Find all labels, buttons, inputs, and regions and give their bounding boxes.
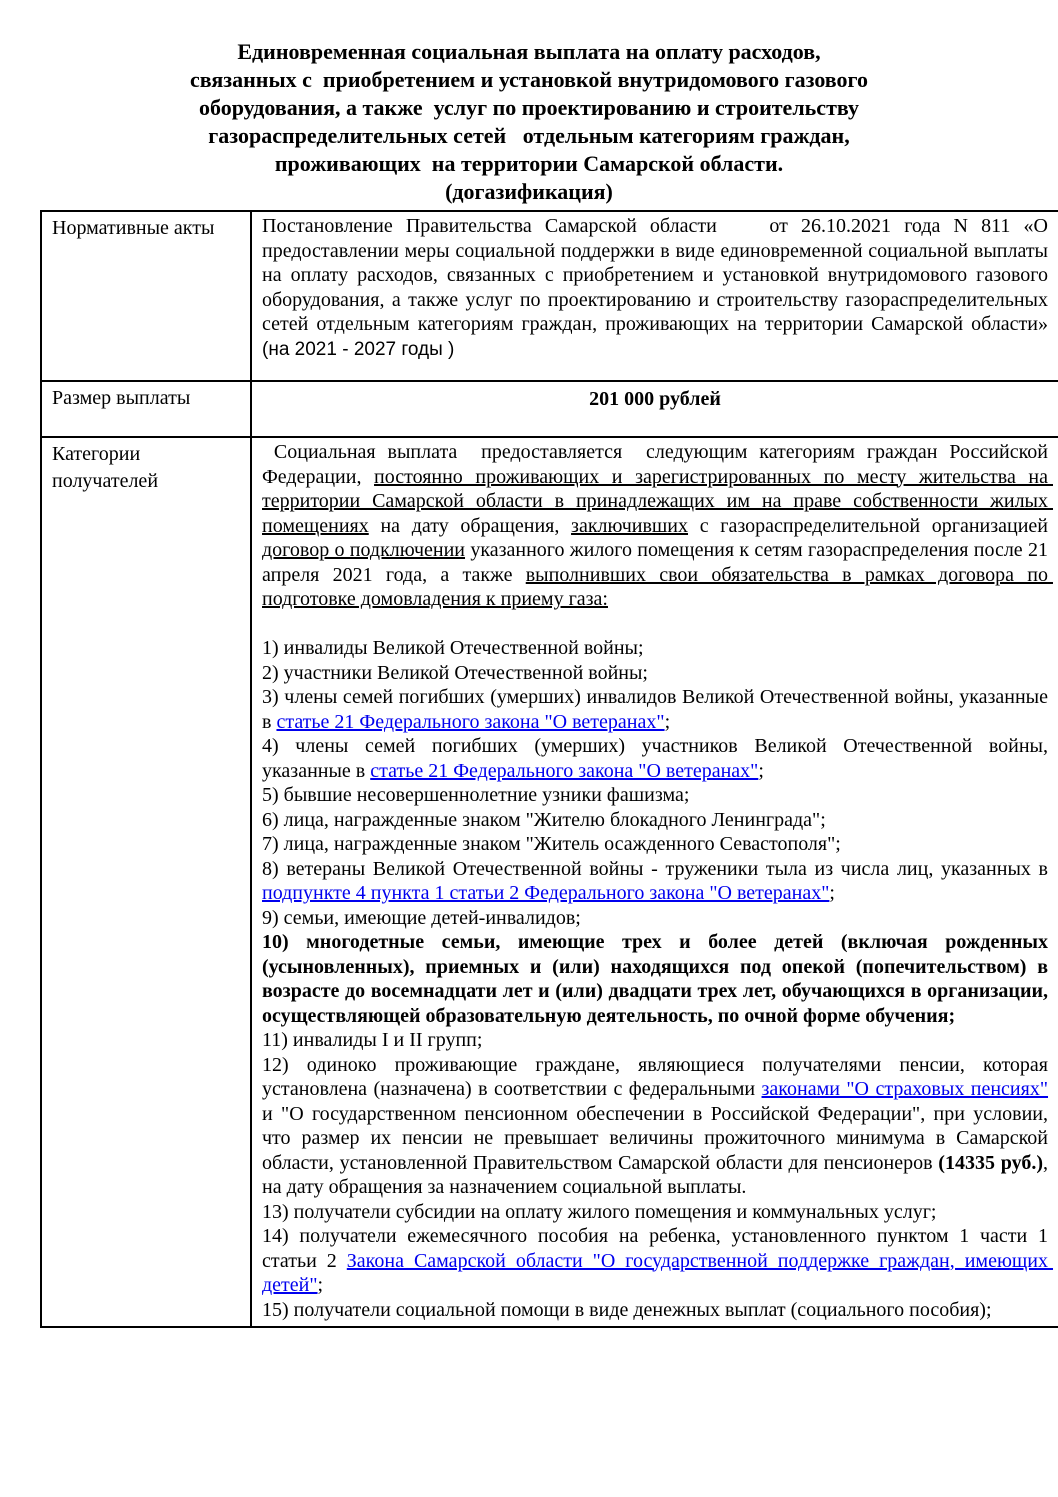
- row-label-payment-size: Размер выплаты: [41, 381, 251, 437]
- text-run: и "О государственном пенсионном обеспечении в Российской Федерации", при условии, что размер их пенсии не превышает величины прожиточного минимума в Самарской области, установленной Правительством Самарской области для пенсионеров: [262, 1078, 1054, 1174]
- text-run: договор о подключении: [262, 539, 466, 561]
- title-line: оборудования, а также услуг по проектированию и строительству: [199, 95, 859, 120]
- text-run: 1) инвалиды Великой Отечественной войны;: [262, 637, 644, 659]
- text-run: (на 2021 - 2027 годы ): [262, 338, 455, 360]
- text-run: 6) лица, награжденные знаком "Жителю блокадного Ленинграда";: [262, 808, 826, 831]
- table-row-normative-acts: [41, 211, 1058, 381]
- text-run: выполнивших свои обязательства в рамках договора по подготовке домовладения к приему газа:: [262, 563, 1053, 610]
- text-run: 9) семьи, имеющие детей-инвалидов;: [262, 906, 581, 929]
- title-line: Единовременная социальная выплата на оплату расходов,: [237, 39, 821, 64]
- paragraph: [262, 214, 1053, 362]
- benefit-info-table: [40, 210, 1058, 1328]
- text-run: 13) получатели субсидии на оплату жилого помещения и коммунальных услуг;: [262, 1200, 937, 1223]
- text-run: 10) многодетные семьи, имеющие трех и более детей (включая рожденных (усыновленных), приемных и (или) находящихся под опекой (попечительством) в возрасте до восемнадцати лет и (или) двадцати трех лет, обучающихся в организации, осуществляющей образовательную деятельность, по очной форме обучения;: [262, 931, 1053, 1027]
- text-run: ;: [317, 1274, 324, 1296]
- paragraph: [262, 661, 1048, 686]
- text-run: ;: [758, 759, 764, 782]
- paragraph: [262, 1224, 1053, 1298]
- paragraph: [262, 808, 1048, 833]
- paragraph: [262, 612, 1048, 637]
- paragraph: [262, 832, 1048, 857]
- row-label-normative-acts: Нормативные акты: [41, 211, 251, 381]
- legal-reference-link[interactable]: статье 21 Федерального закона "О ветеранах": [276, 710, 665, 733]
- text-run: Социальная выплата предоставляется следующим категориям граждан Российской Федерации,: [262, 441, 1053, 488]
- text-run: [262, 613, 267, 635]
- text-run: 11) инвалиды I и II групп;: [262, 1029, 483, 1051]
- paragraph: [262, 685, 1053, 734]
- legal-reference-link[interactable]: законами "О страховых пенсиях": [761, 1078, 1049, 1100]
- paragraph: [262, 636, 1048, 661]
- paragraph: [262, 1200, 1048, 1225]
- table-row-recipient-categories: [41, 437, 1058, 1327]
- title-subtitle: (догазификация): [445, 179, 613, 204]
- text-run: с газораспределительной организацией: [688, 514, 1054, 537]
- text-run: 8) ветераны Великой Отечественной войны - труженики тыла из числа лиц, указанных в: [262, 857, 1053, 880]
- title-line: газораспределительных сетей отдельным категориям граждан,: [208, 123, 850, 148]
- recipient-categories-text: [251, 437, 1058, 1327]
- paragraph: [262, 1053, 1054, 1200]
- text-run: , на дату обращения за назначением социальной выплаты.: [262, 1151, 1053, 1198]
- text-run: 5) бывшие несовершеннолетние узники фашизма;: [262, 784, 690, 806]
- text-run: на дату обращения,: [368, 514, 572, 537]
- document-title: [0, 0, 1058, 206]
- text-run: заключивших: [571, 514, 689, 537]
- text-run: 12) одиноко проживающие граждане, являющиеся получателями пенсии, которая установлена (назначена) в соответствии с федеральными: [262, 1053, 1053, 1100]
- text-run: 4) члены семей погибших (умерших) участников Великой Отечественной войны, указанные в: [262, 735, 1053, 782]
- text-run: постоянно проживающих и зарегистрированных по месту жительства на территории Самарской области в принадлежащих им на праве собственности жилых помещениях: [262, 465, 1053, 537]
- text-run: 14) получатели ежемесячного пособия на ребенка, установленного пунктом 1 части 1 статьи 2: [262, 1225, 1053, 1272]
- text-run: ;: [829, 882, 835, 904]
- paragraph: [262, 734, 1053, 783]
- title-line: проживающих на территории Самарской области.: [274, 151, 784, 176]
- legal-reference-link[interactable]: Закона Самарской области "О государственной поддержке граждан, имеющих детей": [262, 1249, 1053, 1296]
- legal-reference-link[interactable]: подпункте 4 пункта 1 статьи 2 Федерального закона "О ветеранах": [262, 882, 830, 904]
- text-run: 2) участники Великой Отечественной войны;: [262, 661, 648, 684]
- paragraph: [262, 857, 1053, 906]
- text-run: 15) получатели социальной помощи в виде денежных выплат (социального пособия);: [262, 1298, 992, 1321]
- text-run: (14335 руб.): [938, 1151, 1043, 1174]
- text-run: 3) члены семей погибших (умерших) инвалидов Великой Отечественной войны, указанные в: [262, 686, 1053, 733]
- normative-acts-text: [251, 211, 1058, 381]
- payment-amount: 201 000 рублей: [251, 381, 1058, 437]
- row-label-recipient-categories: Категории получателей: [41, 437, 251, 1327]
- table-row-payment-size: [41, 381, 1058, 437]
- legal-reference-link[interactable]: статье 21 Федерального закона "О ветеранах": [370, 759, 759, 782]
- paragraph: [262, 906, 1048, 931]
- paragraph: [262, 440, 1054, 612]
- paragraph: [262, 1028, 1048, 1053]
- text-run: ;: [664, 710, 671, 733]
- paragraph: [262, 930, 1053, 1028]
- text-run: Постановление Правительства Самарской области от 26.10.2021 года N 811 «О предоставлении меры социальной поддержки в виде единовременной социальной выплаты на оплату расходов, связанных с приобретением и установкой внутридомового газового оборудования, а также услуг по проектированию и строительству газораспределительных сетей отдельным категориям граждан, проживающих на территории Самарской области»: [262, 215, 1053, 335]
- text-run: указанного жилого помещения к сетям газораспределения после 21 апреля 2021 года, а также: [262, 539, 1053, 586]
- paragraph: [262, 783, 1048, 808]
- text-run: 7) лица, награжденные знаком "Житель осажденного Севастополя";: [262, 833, 841, 855]
- paragraph: [262, 1298, 1048, 1323]
- title-line: связанных с приобретением и установкой внутридомового газового: [190, 67, 868, 92]
